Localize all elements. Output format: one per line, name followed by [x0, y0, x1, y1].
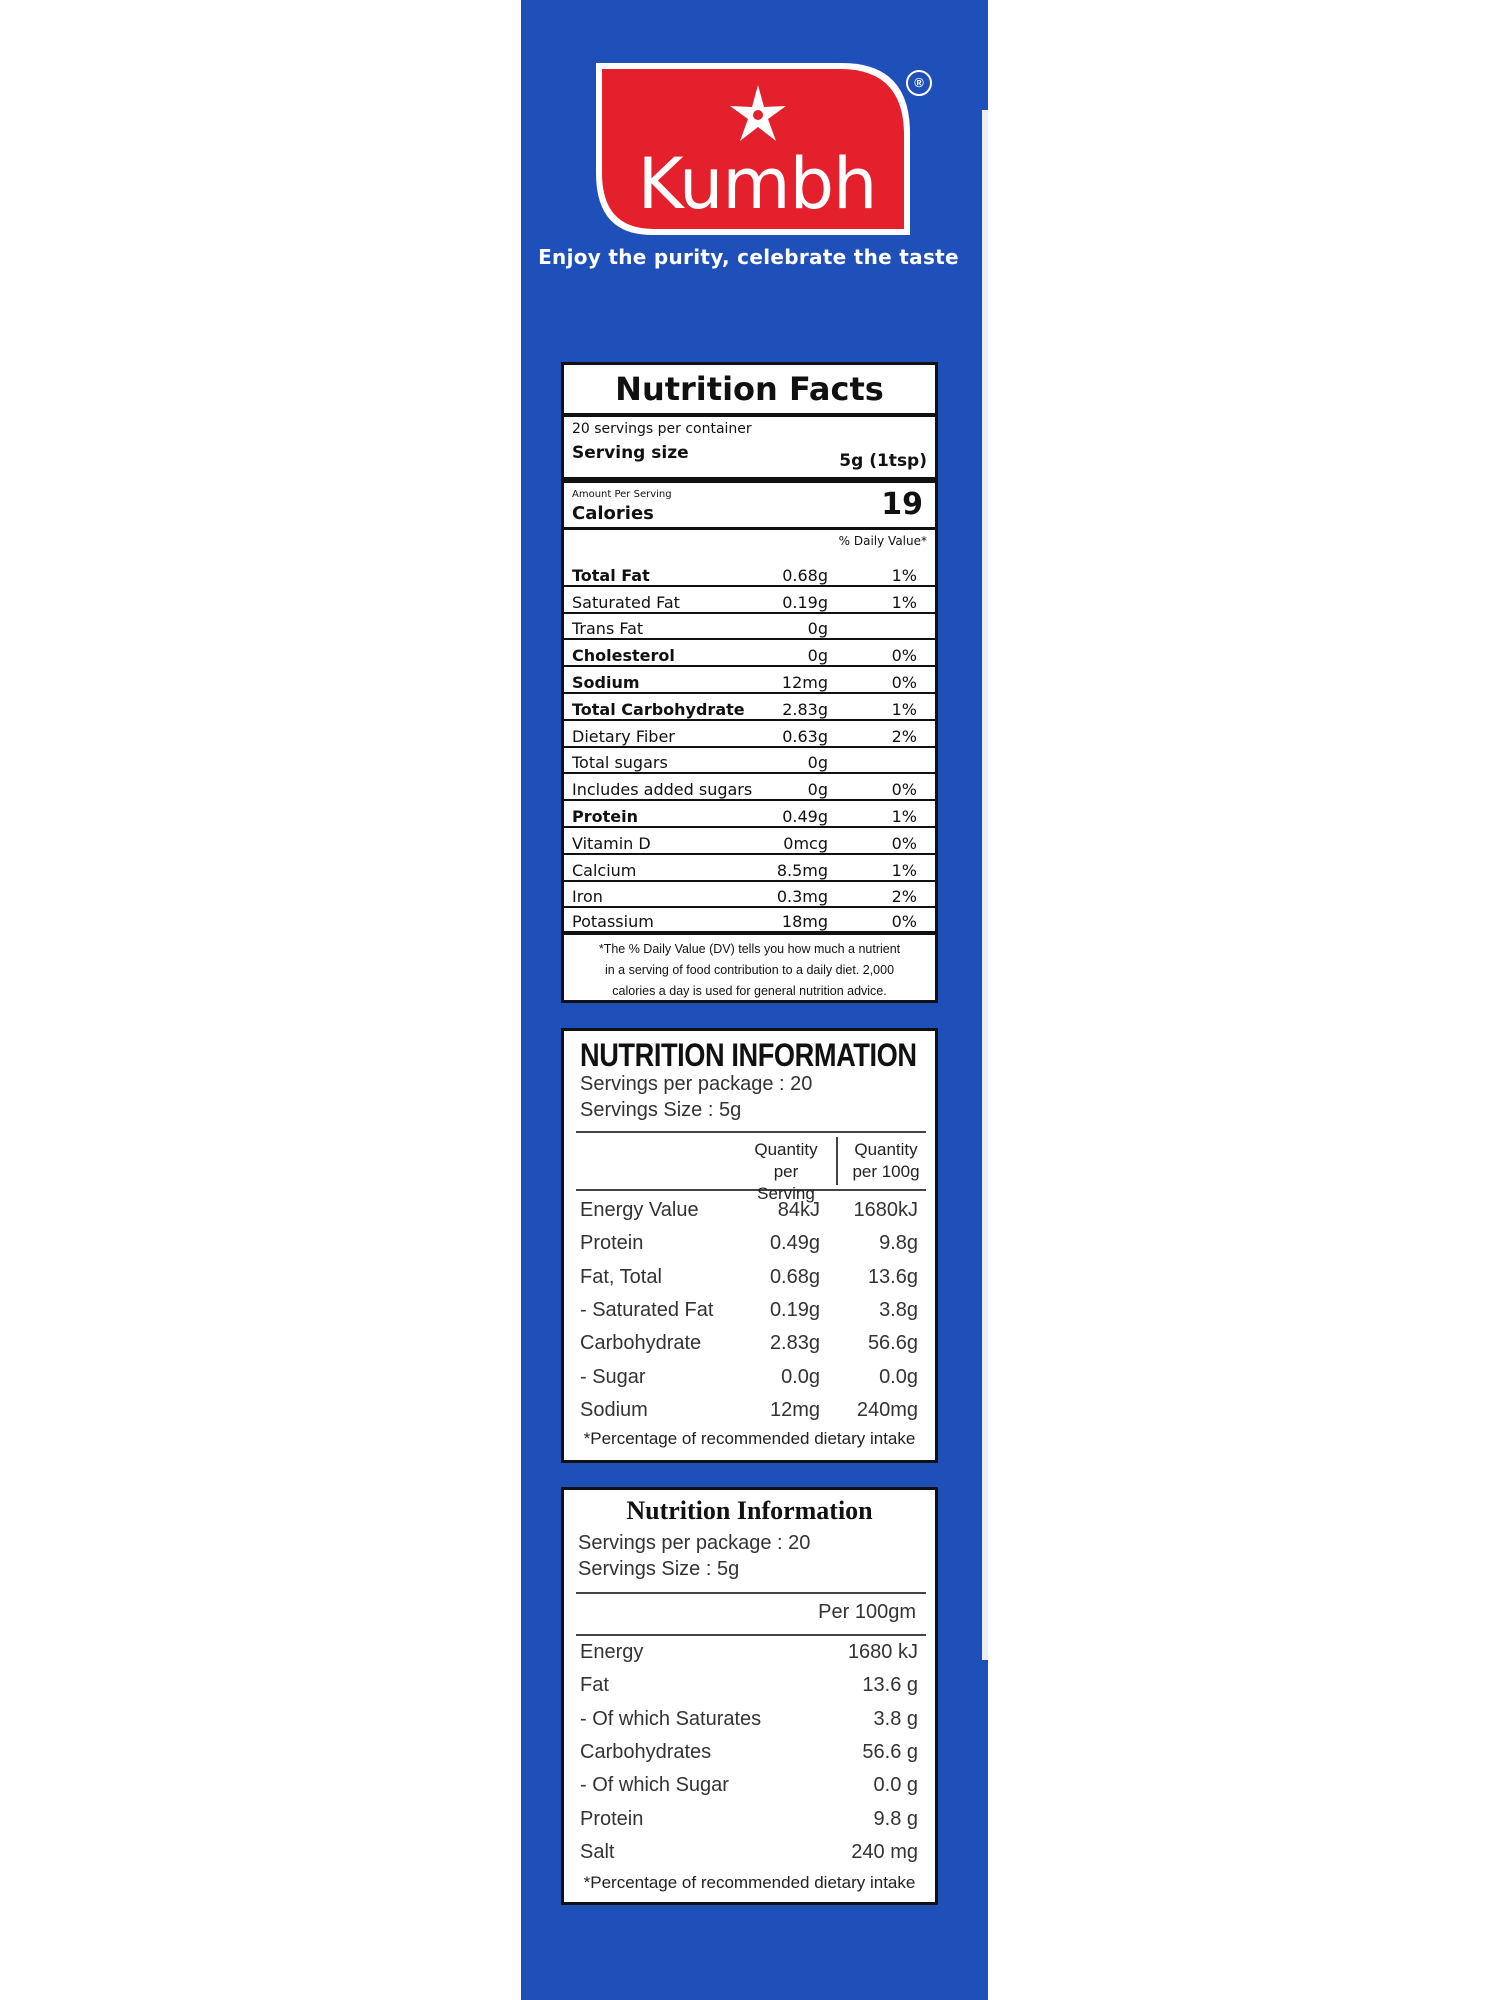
nutrient-amount: 0g	[807, 753, 828, 773]
nutrient-percent: 0%	[891, 780, 917, 800]
per-100g-value: 56.6g	[867, 1332, 918, 1355]
nutrient-amount: 0.3mg	[776, 887, 828, 907]
nutrient-percent: 2%	[891, 887, 917, 907]
table-row	[580, 1394, 926, 1427]
nutrition-facts-label	[561, 362, 938, 1003]
table-row	[564, 614, 935, 641]
serving-info	[564, 417, 935, 483]
table-row	[564, 640, 935, 667]
nutrient-name: Saturated Fat	[572, 592, 680, 612]
table-row	[564, 721, 935, 748]
per-100gm-value: 1680 kJ	[847, 1641, 918, 1664]
per-serving-value: 12mg	[769, 1398, 820, 1421]
nutrient-name: Carbohydrates	[580, 1741, 712, 1764]
nutrition-information-table-2	[561, 1487, 938, 1905]
per-serving-value: 0.19g	[769, 1299, 820, 1322]
nutrient-amount: 8.5mg	[776, 860, 828, 880]
nutrient-amount: 0g	[807, 780, 828, 800]
nutrient-percent: 2%	[891, 726, 917, 746]
nutrient-amount: 18mg	[781, 912, 828, 932]
registered-mark: ®	[906, 70, 932, 96]
table-row	[580, 1802, 926, 1835]
servings-per-package: Servings per package : 20	[578, 1532, 811, 1554]
per-100gm-value: 13.6 g	[862, 1674, 918, 1697]
nutrient-amount: 0g	[807, 646, 828, 666]
nutrient-percent: 1%	[891, 806, 917, 826]
table-row	[580, 1736, 926, 1769]
nutrient-name: Sodium	[580, 1398, 648, 1421]
nutrient-percent: 1%	[891, 592, 917, 612]
nutrient-amount: 2.83g	[782, 699, 828, 719]
servings-size: Servings Size : 5g	[578, 1558, 740, 1580]
table-row	[580, 1194, 926, 1227]
nutrient-name: Total sugars	[572, 753, 668, 773]
nutrition-information-table-1	[561, 1028, 938, 1463]
nutrient-percent: 1%	[891, 699, 917, 719]
servings-size: Servings Size : 5g	[580, 1099, 742, 1121]
nutrient-percent: 0%	[891, 833, 917, 853]
per-100g-value: 240mg	[856, 1398, 918, 1421]
nutrient-name: Includes added sugars	[572, 780, 753, 800]
serving-size-label: Serving size	[572, 443, 689, 463]
nutrient-rows	[580, 1636, 926, 1869]
table-row	[580, 1636, 926, 1669]
per-100gm-value: 9.8 g	[873, 1807, 918, 1830]
per-serving-value: 0.49g	[769, 1232, 820, 1255]
table-row	[580, 1360, 926, 1393]
table-row	[580, 1836, 926, 1869]
per-serving-value: 0.68g	[769, 1265, 820, 1288]
table-row	[580, 1327, 926, 1360]
nutrient-amount: 12mg	[781, 672, 828, 692]
nutrient-amount: 0.49g	[782, 806, 828, 826]
table-row	[564, 560, 935, 587]
nutrient-amount: 0mcg	[783, 833, 828, 853]
table-row	[564, 587, 935, 614]
col-per-100g-header	[846, 1139, 926, 1183]
header-line: Quantity	[754, 1140, 818, 1159]
per-100g-value: 3.8g	[879, 1299, 918, 1322]
per-serving-value: 0.0g	[781, 1365, 820, 1388]
nutrient-percent: 0%	[891, 912, 917, 932]
table-row	[580, 1261, 926, 1294]
nutrient-percent: 0%	[891, 646, 917, 666]
per-100g-value: 1680kJ	[853, 1199, 918, 1222]
nutrient-name: Vitamin D	[572, 833, 651, 853]
daily-value-header: % Daily Value*	[838, 534, 927, 548]
nutrient-name: Fat, Total	[580, 1265, 662, 1288]
nutrient-rows	[580, 1194, 926, 1427]
table-row	[564, 694, 935, 721]
table-row	[580, 1669, 926, 1702]
column-header	[576, 1592, 926, 1636]
per-100gm-value: 3.8 g	[873, 1707, 918, 1730]
nutrient-name: Protein	[580, 1232, 644, 1255]
serving-size-value: 5g (1tsp)	[839, 451, 927, 471]
nutrient-amount: 0.63g	[782, 726, 828, 746]
nutrient-percent: 0%	[891, 672, 917, 692]
servings-per-package: Servings per package : 20	[580, 1073, 813, 1095]
table-row	[564, 748, 935, 775]
nutrient-name: Potassium	[572, 912, 654, 932]
calories-value: 19	[881, 487, 923, 522]
nutrient-name: - Sugar	[580, 1365, 646, 1388]
table-row	[580, 1227, 926, 1260]
header-line: per Serving	[757, 1162, 815, 1203]
per-100gm-value: 240 mg	[851, 1840, 918, 1863]
nutrient-percent: 1%	[891, 860, 917, 880]
table-row	[564, 828, 935, 855]
nutrient-name: Total Carbohydrate	[572, 699, 745, 719]
servings-per-container: 20 servings per container	[572, 421, 752, 437]
per-serving-value: 84kJ	[777, 1199, 820, 1222]
amount-per-serving: Amount Per Serving	[572, 489, 672, 500]
footnote-line: in a serving of food contribution to a daily diet. 2,000	[604, 963, 895, 978]
nutrient-name: Sodium	[572, 672, 640, 692]
table-row	[580, 1294, 926, 1327]
nutrient-name: Energy Value	[580, 1199, 699, 1222]
table-row	[580, 1769, 926, 1802]
header-line: per 100g	[852, 1162, 920, 1181]
nutrient-name: Dietary Fiber	[572, 726, 675, 746]
per-100g-value: 0.0g	[879, 1365, 918, 1388]
nutrient-name: Iron	[572, 887, 603, 907]
table-row	[564, 801, 935, 828]
table-row	[564, 908, 935, 935]
nutrient-name: Energy	[580, 1641, 644, 1664]
nutrient-name: Calcium	[572, 860, 637, 880]
nutrient-amount: 0.19g	[782, 592, 828, 612]
brand-tagline: Enjoy the purity, celebrate the taste	[538, 245, 959, 269]
nutrition-information-title: Nutrition Information	[626, 1496, 873, 1525]
header-line: Quantity	[854, 1140, 918, 1159]
nutrient-name: Protein	[580, 1807, 644, 1830]
nutrient-percent: 1%	[891, 565, 917, 585]
footnote-line: calories a day is used for general nutrition advice.	[612, 984, 887, 999]
table-row	[564, 667, 935, 694]
footnote-line: *The % Daily Value (DV) tells you how much a nutrient	[598, 942, 901, 957]
nutrient-name: Total Fat	[572, 565, 650, 585]
table-row	[564, 774, 935, 801]
calories-block	[564, 483, 935, 530]
per-100gm-value: 0.0 g	[873, 1774, 918, 1797]
nutrient-name: Trans Fat	[572, 619, 644, 639]
nutrient-name: - Of which Saturates	[580, 1707, 762, 1730]
nutrient-name: - Of which Sugar	[580, 1774, 729, 1797]
nutrient-name: Salt	[580, 1840, 615, 1863]
nutrient-name: - Saturated Fat	[580, 1299, 714, 1322]
nutrition-information-title: NUTRITION INFORMATION	[580, 1037, 917, 1073]
calories-label: Calories	[572, 503, 654, 524]
table-row	[564, 855, 935, 882]
per-serving-value: 2.83g	[769, 1332, 820, 1355]
brand-logo	[592, 63, 912, 235]
nutrient-amount: 0.68g	[782, 565, 828, 585]
dietary-intake-footnote: *Percentage of recommended dietary intake	[583, 1873, 916, 1892]
dietary-intake-footnote: *Percentage of recommended dietary intake	[583, 1429, 916, 1448]
nutrient-amount: 0g	[807, 619, 828, 639]
per-100gm-value: 56.6 g	[862, 1741, 918, 1764]
per-100g-value: 9.8g	[879, 1232, 918, 1255]
table-row	[564, 882, 935, 909]
column-header	[576, 1131, 926, 1203]
column-divider	[836, 1137, 838, 1185]
table-row	[580, 1703, 926, 1736]
daily-value-footnote	[564, 935, 935, 1002]
brand-name: Kumbh	[637, 143, 877, 225]
nutrient-name: Protein	[572, 806, 638, 826]
per-100gm-header: Per 100gm	[818, 1601, 916, 1623]
nutrient-name: Carbohydrate	[580, 1332, 702, 1355]
nutrition-facts-title: Nutrition Facts	[564, 365, 935, 417]
nutrient-name: Cholesterol	[572, 646, 675, 666]
per-100g-value: 13.6g	[867, 1265, 918, 1288]
panel-edge	[982, 110, 988, 1660]
nutrient-name: Fat	[580, 1674, 609, 1697]
